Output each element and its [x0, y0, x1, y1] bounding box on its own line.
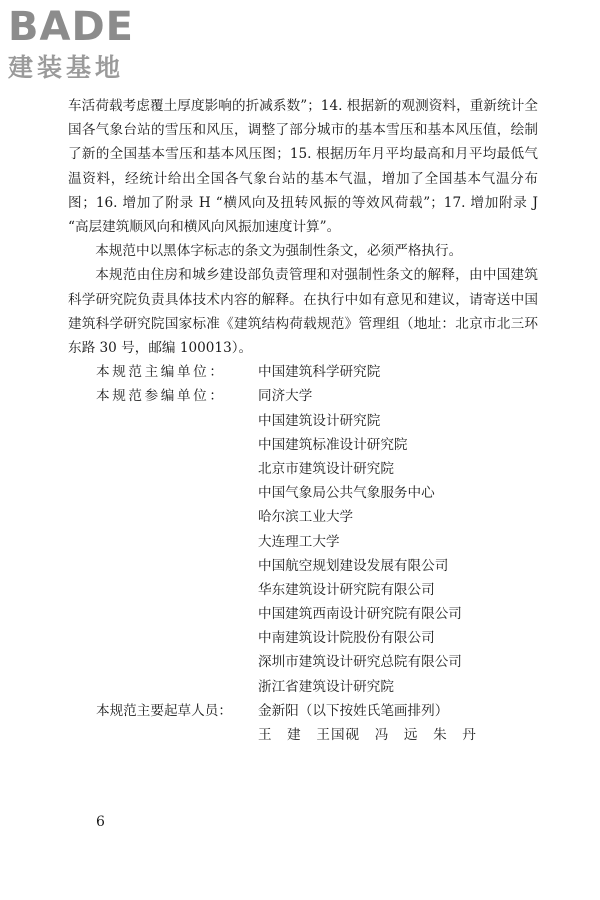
drafters-lead: 金新阳（以下按姓氏笔画排列） — [258, 702, 449, 719]
participating-row — [68, 530, 538, 554]
units-list — [68, 360, 538, 747]
drafters-row — [68, 699, 538, 723]
participating-unit: 中国气象局公共气象服务中心 — [258, 485, 435, 502]
bade-logo — [8, 4, 178, 88]
drafters-names-row — [68, 723, 538, 747]
participating-row — [68, 578, 538, 602]
participating-unit: 同济大学 — [258, 388, 313, 405]
participating-row — [68, 457, 538, 481]
drafters-label: 本规范主要起草人员： — [96, 702, 232, 719]
participating-unit: 大连理工大学 — [258, 533, 340, 550]
participating-unit: 华东建筑设计研究院有限公司 — [258, 581, 435, 598]
paragraph-mandatory: 本规范中以黑体字标志的条文为强制性条文，必须严格执行。 — [95, 243, 463, 260]
participating-unit: 北京市建筑设计研究院 — [258, 460, 394, 477]
document-body — [68, 94, 538, 747]
participating-unit: 哈尔滨工业大学 — [258, 509, 354, 526]
participating-row — [68, 626, 538, 650]
logo-subtitle: 建装基地 — [8, 53, 125, 82]
chief-editor-row — [68, 360, 538, 384]
participating-row — [68, 675, 538, 699]
participating-row — [68, 433, 538, 457]
participating-unit: 中国航空规划建设发展有限公司 — [258, 557, 449, 574]
participating-row — [68, 650, 538, 674]
participating-unit: 中国建筑西南设计研究院有限公司 — [258, 606, 462, 623]
chief-editor-unit: 中国建筑科学研究院 — [258, 364, 381, 381]
page-number: 6 — [96, 814, 105, 830]
participating-row — [68, 384, 538, 408]
participating-label: 本规范参编单位： — [96, 388, 226, 405]
participating-unit: 中国建筑设计研究院 — [258, 412, 381, 429]
participating-row — [68, 554, 538, 578]
participating-unit: 浙江省建筑设计研究院 — [258, 678, 394, 695]
drafters-names: 王 建 王国砚 冯 远 朱 丹 — [258, 727, 477, 744]
participating-row — [68, 481, 538, 505]
paragraph-revisions: 车活荷载考虑覆土厚度影响的折减系数”；14. 根据新的观测资料，重新统计全国各气象台站的雪压和风压，调整了部分城市的基本雪压和基本风压值，绘制了新的全国基本雪压和基本风压图；15. 根据历年月平均最高和月平均最低气温资料，经统计给出全国各气象台站的基本气温，增加了全国基本气温分布图；16. 增加了附录 H “横风向及扭转风振的等效风荷载”；17. 增加附录 J “高层建筑顺风向和横风向风振加速度计算”。 — [68, 98, 538, 236]
participating-row — [68, 602, 538, 626]
participating-unit: 深圳市建筑设计研究总院有限公司 — [258, 654, 462, 671]
participating-row — [68, 409, 538, 433]
participating-row — [68, 505, 538, 529]
participating-unit: 中南建筑设计院股份有限公司 — [258, 630, 435, 647]
paragraph-management: 本规范由住房和城乡建设部负责管理和对强制性条文的解释，由中国建筑科学研究院负责具体技术内容的解释。在执行中如有意见和建议，请寄送中国建筑科学研究院国家标准《建筑结构荷载规范》管理组（地址：北京市北三环东路 30 号，邮编 100013）。 — [68, 267, 538, 357]
logo-wordmark: BADE — [8, 4, 134, 50]
chief-editor-label: 本规范主编单位： — [96, 364, 226, 381]
participating-unit: 中国建筑标准设计研究院 — [258, 436, 408, 453]
